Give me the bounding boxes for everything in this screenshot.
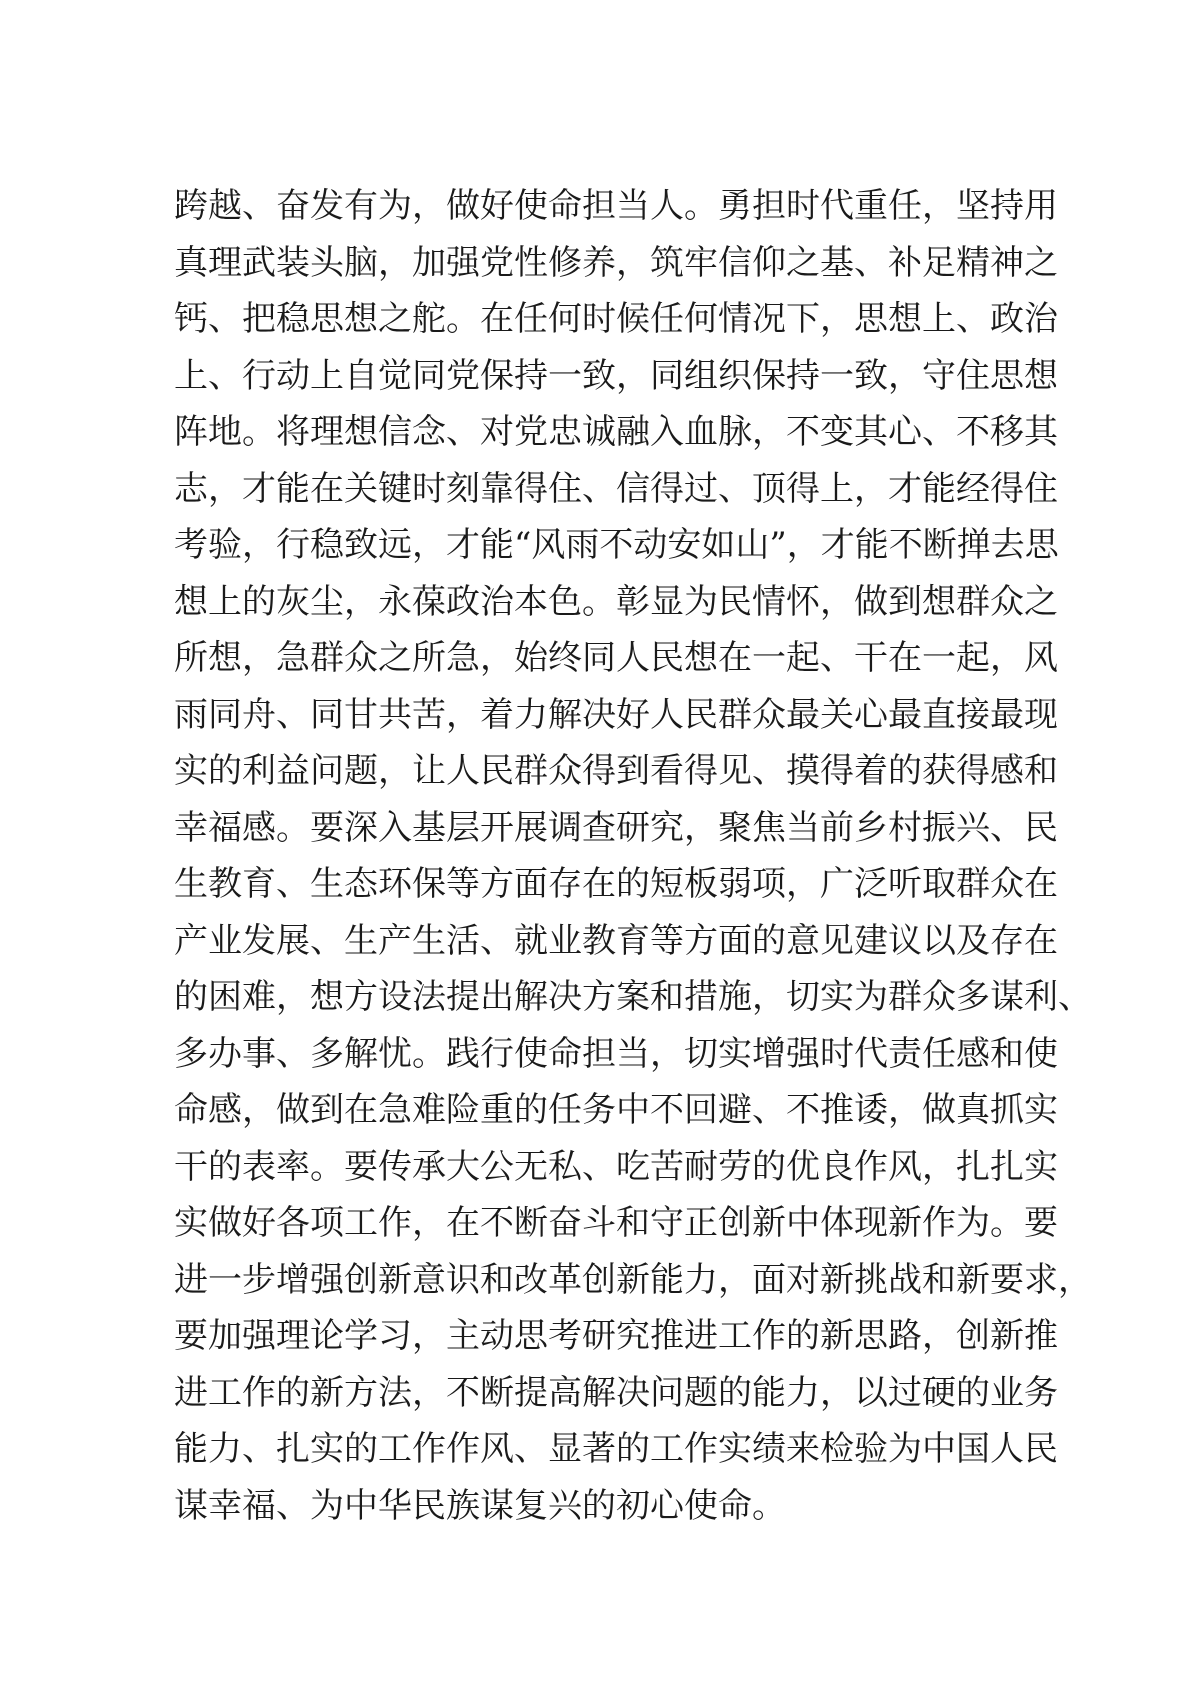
text-line: 要加强理论学习，主动思考研究推进工作的新思路，创新推 (174, 1316, 1058, 1356)
text-line: 的困难，想方设法提出解决方案和措施，切实为群众多谋利、 (174, 977, 1092, 1017)
text-line: 阵地。将理想信念、对党忠诚融入血脉，不变其心、不移其 (174, 412, 1058, 452)
text-line: 钙、把稳思想之舵。在任何时候任何情况下，思想上、政治 (174, 299, 1058, 339)
text-line: 真理武装头脑，加强党性修养，筑牢信仰之基、补足精神之 (174, 242, 1058, 283)
text-line: 志，才能在关键时刻靠得住、信得过、顶得上，才能经得住 (174, 468, 1058, 509)
text-line: 生教育、生态环保等方面存在的短板弱项，广泛听取群众在 (174, 864, 1058, 904)
text-line: 进工作的新方法，不断提高解决问题的能力，以过硬的业务 (174, 1372, 1058, 1413)
text-line: 进一步增强创新意识和改革创新能力，面对新挑战和新要求， (174, 1259, 1092, 1300)
text-line: 能力、扎实的工作作风、显著的工作实绩来检验为中国人民 (174, 1429, 1058, 1469)
text-line: 命感，做到在急难险重的任务中不回避、不推诿，做真抓实 (174, 1090, 1058, 1130)
text-line: 干的表率。要传承大公无私、吃苦耐劳的优良作风，扎扎实 (174, 1146, 1058, 1187)
body-paragraph (174, 178, 1092, 1534)
text-line: 多办事、多解忧。践行使命担当，切实增强时代责任感和使 (174, 1033, 1058, 1074)
text-line: 产业发展、生产生活、就业教育等方面的意见建议以及存在 (174, 920, 1058, 961)
text-line: 幸福感。要深入基层开展调查研究，聚焦当前乡村振兴、民 (174, 807, 1058, 848)
text-line: 跨越、奋发有为，做好使命担当人。勇担时代重任，坚持用 (174, 186, 1058, 226)
text-line: 想上的灰尘，永葆政治本色。彰显为民情怀，做到想群众之 (174, 581, 1058, 622)
text-line: 实的利益问题，让人民群众得到看得见、摸得着的获得感和 (174, 751, 1058, 791)
text-line: 考验，行稳致远，才能“风雨不动安如山”，才能不断掸去思 (174, 525, 1059, 565)
text-line: 实做好各项工作，在不断奋斗和守正创新中体现新作为。要 (174, 1203, 1058, 1243)
text-line: 上、行动上自觉同党保持一致，同组织保持一致，守住思想 (174, 355, 1058, 396)
text-line: 雨同舟、同甘共苦，着力解决好人民群众最关心最直接最现 (174, 694, 1058, 735)
text-line: 谋幸福、为中华民族谋复兴的初心使命。 (174, 1485, 786, 1526)
text-line: 所想，急群众之所急，始终同人民想在一起、干在一起，风 (174, 638, 1058, 678)
